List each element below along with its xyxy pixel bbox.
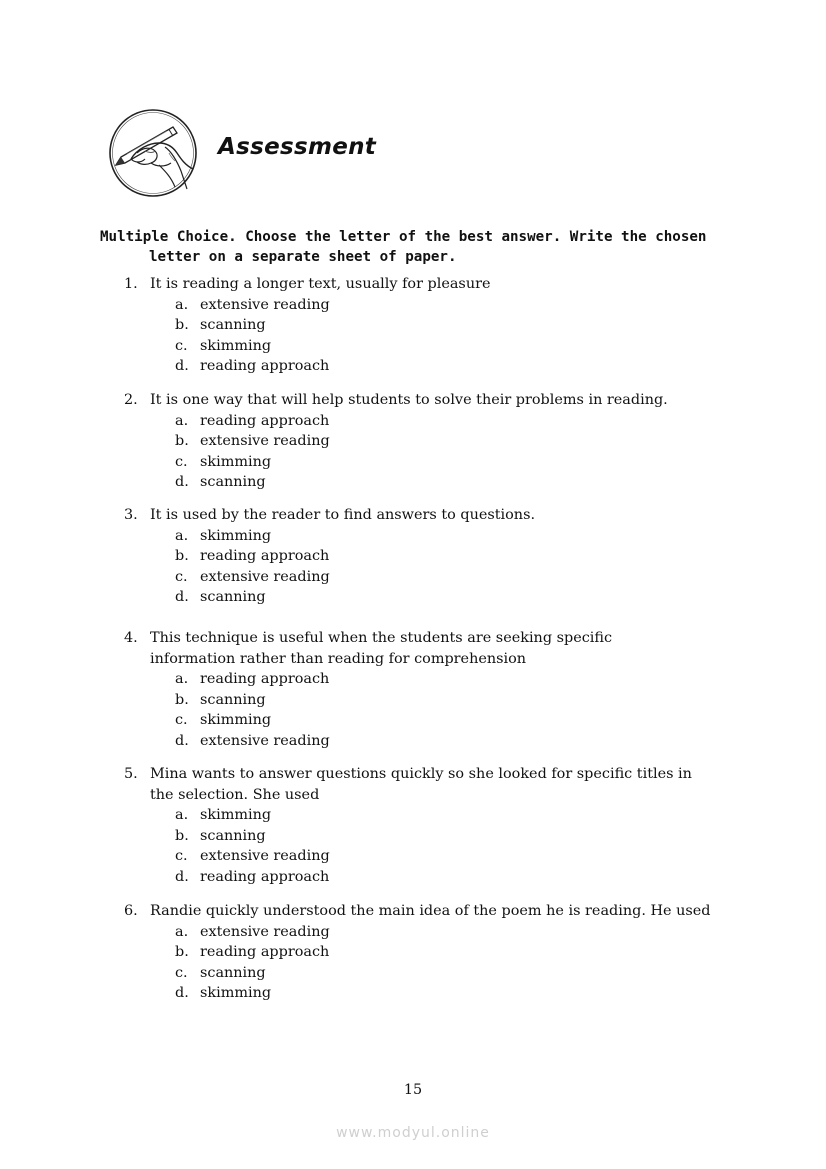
choice-item <box>175 526 744 547</box>
choice-letter: b. <box>175 827 189 844</box>
choice-letter: c. <box>175 848 188 865</box>
choice-list <box>124 669 744 751</box>
choice-list <box>124 922 744 1004</box>
page-number: 15 <box>403 1082 423 1098</box>
choice-list <box>124 526 744 608</box>
choice-item <box>175 867 744 888</box>
choice-item <box>175 546 744 567</box>
choice-letter: a. <box>175 527 189 544</box>
choice-item <box>175 315 744 336</box>
choice-letter: c. <box>175 964 188 981</box>
choice-text: reading approach <box>200 671 330 688</box>
question-text: It is reading a longer text, usually for pleasure <box>150 276 491 292</box>
section-title: Assessment <box>218 134 377 160</box>
choice-letter: b. <box>175 691 189 708</box>
question-number: 4. <box>124 630 138 646</box>
instructions: Multiple Choice. Choose the letter of the best answer. Write the chosen letter on a separate sheet of paper. <box>100 229 707 265</box>
choice-letter: c. <box>175 712 188 729</box>
choice-text: reading approach <box>200 412 330 429</box>
choice-letter: d. <box>175 985 189 1002</box>
choice-text: reading approach <box>200 868 330 885</box>
choice-item <box>175 983 744 1004</box>
hand-writing-icon <box>107 107 199 199</box>
choice-text: scanning <box>200 317 266 334</box>
choice-item <box>175 963 744 984</box>
choice-item <box>175 669 744 690</box>
question-number: 6. <box>124 903 138 919</box>
choice-text: scanning <box>200 589 266 606</box>
choice-letter: c. <box>175 568 188 585</box>
choice-text: extensive reading <box>200 568 330 585</box>
choice-letter: d. <box>175 589 189 606</box>
choice-item <box>175 826 744 847</box>
choice-text: extensive reading <box>200 848 330 865</box>
choice-text: skimming <box>200 527 272 544</box>
choice-text: scanning <box>200 964 266 981</box>
choice-letter: d. <box>175 868 189 885</box>
question-1 <box>124 274 744 377</box>
choice-text: scanning <box>200 474 266 491</box>
question-5 <box>124 764 744 888</box>
choice-text: extensive reading <box>200 433 330 450</box>
choice-list <box>124 411 744 493</box>
choice-text: scanning <box>200 691 266 708</box>
choice-text: reading approach <box>200 548 330 565</box>
question-number: 5. <box>124 766 138 782</box>
choice-item <box>175 690 744 711</box>
question-text: Randie quickly understood the main idea of the poem he is reading. He used <box>150 903 711 919</box>
choice-item <box>175 452 744 473</box>
choice-item <box>175 942 744 963</box>
choice-item <box>175 356 744 377</box>
choice-item <box>175 411 744 432</box>
choice-item <box>175 922 744 943</box>
choice-letter: a. <box>175 296 189 313</box>
choice-letter: d. <box>175 732 189 749</box>
choice-letter: b. <box>175 433 189 450</box>
question-number: 1. <box>124 276 138 292</box>
choice-text: skimming <box>200 712 272 729</box>
choice-letter: b. <box>175 548 189 565</box>
choice-text: skimming <box>200 337 272 354</box>
choice-list <box>124 805 744 887</box>
question-text: This technique is useful when the students are seeking specific information rather than reading for comprehension <box>150 630 613 667</box>
choice-text: skimming <box>200 985 272 1002</box>
choice-text: extensive reading <box>200 923 330 940</box>
choice-text: reading approach <box>200 944 330 961</box>
choice-text: skimming <box>200 807 272 824</box>
choice-item <box>175 567 744 588</box>
choice-item <box>175 295 744 316</box>
question-number: 3. <box>124 507 138 523</box>
choice-letter: b. <box>175 944 189 961</box>
choice-item <box>175 587 744 608</box>
question-4 <box>124 628 744 752</box>
choice-letter: d. <box>175 474 189 491</box>
choice-item <box>175 710 744 731</box>
choice-item <box>175 805 744 826</box>
question-text: Mina wants to answer questions quickly so she looked for specific titles in the selection. She used <box>150 766 692 803</box>
choice-letter: c. <box>175 453 188 470</box>
choice-text: scanning <box>200 827 266 844</box>
choice-letter: d. <box>175 358 189 375</box>
question-6 <box>124 901 744 1004</box>
choice-text: reading approach <box>200 358 330 375</box>
choice-letter: a. <box>175 412 189 429</box>
choice-list <box>124 295 744 377</box>
choice-text: extensive reading <box>200 732 330 749</box>
question-text: It is used by the reader to find answers to questions. <box>150 507 536 523</box>
question-number: 2. <box>124 392 138 408</box>
choice-item <box>175 472 744 493</box>
choice-letter: a. <box>175 671 189 688</box>
choice-letter: a. <box>175 923 189 940</box>
watermark: www.modyul.online <box>336 1125 490 1141</box>
choice-text: extensive reading <box>200 296 330 313</box>
question-2 <box>124 390 744 493</box>
choice-letter: b. <box>175 317 189 334</box>
choice-item <box>175 336 744 357</box>
choice-text: skimming <box>200 453 272 470</box>
choice-item <box>175 846 744 867</box>
question-3 <box>124 505 744 608</box>
choice-item <box>175 731 744 752</box>
question-text: It is one way that will help students to solve their problems in reading. <box>150 392 668 408</box>
choice-letter: a. <box>175 807 189 824</box>
choice-item <box>175 431 744 452</box>
choice-letter: c. <box>175 337 188 354</box>
